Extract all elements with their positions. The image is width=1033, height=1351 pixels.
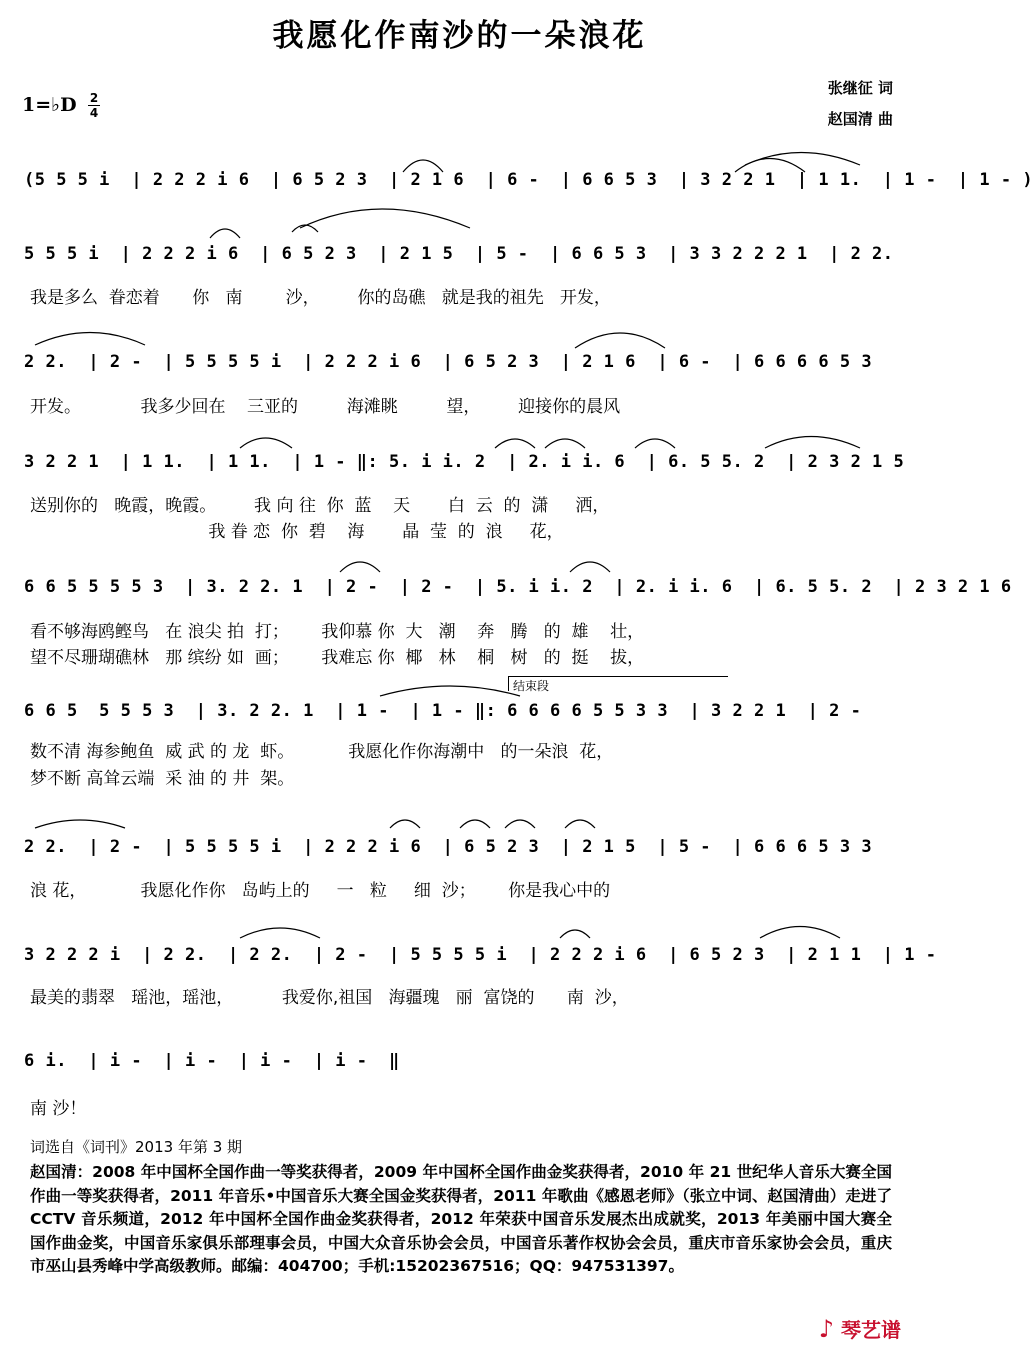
watermark-text: 琴艺谱	[841, 1318, 901, 1342]
watermark-logo	[819, 1314, 901, 1343]
lyric-line: 梦不断 高耸云端 采 油 的 井 架。	[30, 769, 295, 789]
notation-line: 6 6 5 5 5 5 3 | 3. 2 2. 1 | 2 - | 2 - | 5. i i. 2 | 2. i i. 6 | 6. 5 5. 2 | 2 3 2 1 6	[24, 577, 1012, 597]
notation-line: 2 2. | 2 - | 5 5 5 5 i | 2 2 2 i 6 | 6 5 2 3 | 2 1 6 | 6 - | 6 6 6 6 5 3	[24, 352, 873, 372]
score-row-4	[0, 452, 919, 492]
score-row-3	[0, 352, 919, 392]
notation-line: 5 5 5 i | 2 2 2 i 6 | 6 5 2 3 | 2 1 5 | 5 - | 6 6 5 3 | 3 3 2 2 2 1 | 2 2.	[24, 244, 894, 264]
notation-line: 3 2 2 2 i | 2 2. | 2 2. | 2 - | 5 5 5 5 i | 2 2 2 i 6 | 6 5 2 3 | 2 1 1 | 1 -	[24, 945, 937, 965]
score-row-7	[0, 837, 919, 877]
notation-line: 6 6 5 5 5 5 3 | 3. 2 2. 1 | 1 - | 1 - ‖: 6 6 6 6 5 5 3 3 | 3 2 2 1 | 2 -	[24, 701, 862, 721]
score-row-9	[0, 1051, 919, 1091]
lyric-line: 最美的翡翠 瑶池，瑶池， 我爱你,祖国 海疆瑰 丽 富饶的 南 沙，	[30, 988, 629, 1008]
lyric-line: 看不够海鸥鲣鸟 在 浪尖 拍 打； 我仰慕 你 大 潮 奔 腾 的 雄 壮，	[30, 622, 645, 642]
score-row-1	[0, 170, 1033, 210]
key-signature: 1=♭D	[22, 94, 77, 116]
score-row-8	[0, 945, 937, 985]
lyric-line: 望不尽珊瑚礁林 那 缤纷 如 画； 我难忘 你 椰 林 桐 树 的 挺 拔，	[30, 648, 645, 668]
lyric-line: 南 沙！	[30, 1099, 87, 1119]
lyric-line: 开发。 我多少回在 三亚的 海滩眺 望， 迎接你的晨风	[30, 397, 621, 417]
time-signature-bottom: 4	[89, 106, 99, 120]
song-title: 我愿化作南沙的一朵浪花	[272, 18, 647, 54]
composer-credit: 赵国清 曲	[827, 110, 893, 128]
score-row-6	[0, 701, 919, 741]
lyric-line: 我是多么 眷恋着 你 南 沙， 你的岛礁 就是我的祖先 开发，	[30, 288, 611, 308]
score-row-5	[0, 577, 1012, 617]
notation-line: 6 i. | i - | i - | i - | i - ‖	[24, 1051, 400, 1071]
music-note-icon: ♪	[818, 1315, 835, 1343]
time-signature-top: 2	[89, 91, 99, 105]
ending-bracket: 结束段	[508, 676, 728, 691]
lyric-line: 浪 花， 我愿化作你 岛屿上的 一 粒 细 沙； 你是我心中的	[30, 881, 611, 901]
notation-line: (5 5 5 i | 2 2 2 i 6 | 6 5 2 3 | 2 1 6 | 6 - | 6 6 5 3 | 3 2 2 1 | 1 1. | 1 - | 1 - )	[24, 170, 1033, 190]
lyric-line: 数不清 海参鲍鱼 威 武 的 龙 虾。 我愿化作你海潮中 的一朵浪 花，	[30, 742, 614, 762]
time-signature	[88, 91, 100, 120]
lyricist-credit: 张继征 词	[827, 79, 893, 97]
source-note: 词选自《词刊》2013 年第 3 期	[30, 1138, 243, 1156]
notation-line: 2 2. | 2 - | 5 5 5 5 i | 2 2 2 i 6 | 6 5 2 3 | 2 1 5 | 5 - | 6 6 6 5 3 3	[24, 837, 873, 857]
score-row-2	[0, 244, 919, 284]
notation-line: 3 2 2 1 | 1 1. | 1 1. | 1 - ‖: 5. i i. 2 | 2. i i. 6 | 6. 5 5. 2 | 2 3 2 1 5	[24, 452, 905, 472]
composer-bio: 赵国清：2008 年中国杯全国作曲一等奖获得者，2009 年中国杯全国作曲金奖获得者，2010 年 21 世纪华人音乐大赛全国作曲一等奖获得者，2011 年音乐•中国音乐大赛全国金奖获得者，2011 年歌曲《感恩老师》（张立中词、赵国清曲）走进了 CCTV 音乐频道，2012 年中国杯全国作曲金奖获得者，2012 年荣获中国音乐发展杰出成就奖，2013 年美丽中国大赛全国作曲金奖，中国音乐家俱乐部理事会员，中国大众音乐协会会员，中国音乐著作权协会会员，重庆市音乐家协会会员，重庆市巫山县秀峰中学高级教师。邮编：404700；手机:15202367516；QQ：947531397。	[30, 1163, 892, 1276]
lyric-line: 我 眷 恋 你 碧 海 晶 莹 的 浪 花，	[30, 522, 564, 542]
lyric-line: 送别你的 晚霞，晚霞。 我 向 往 你 蓝 天 白 云 的 潇 洒，	[30, 496, 610, 516]
